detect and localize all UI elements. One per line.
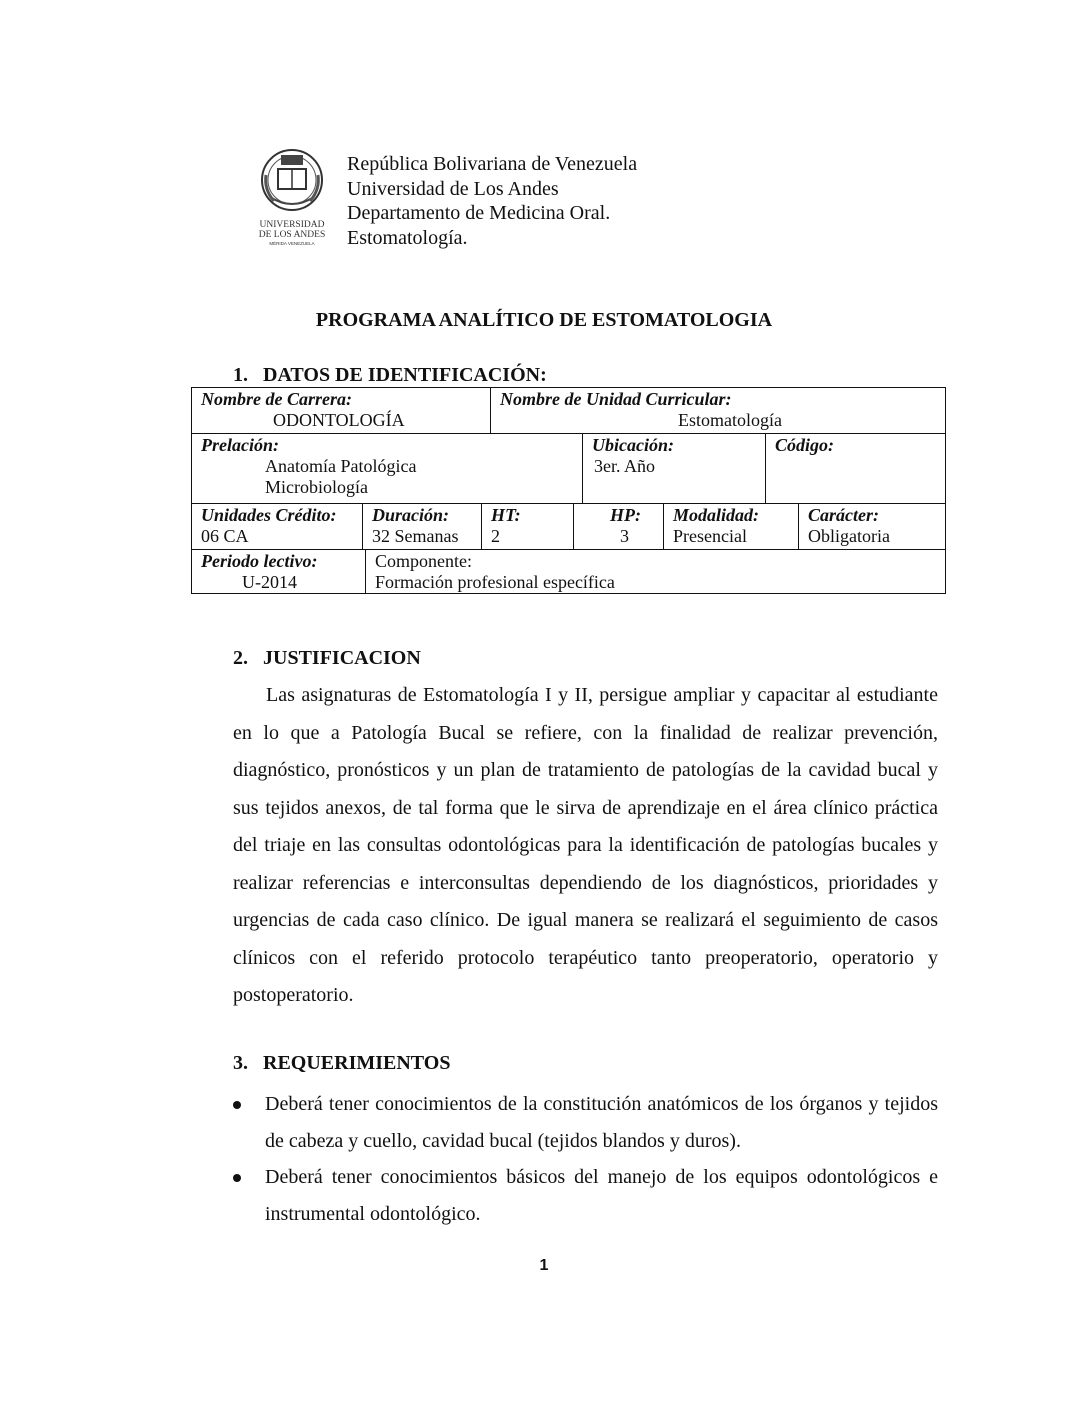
cell-componente bbox=[365, 550, 945, 593]
header-line-country: República Bolivariana de Venezuela bbox=[347, 153, 638, 175]
table-row bbox=[192, 388, 945, 434]
cell-caracter bbox=[798, 504, 945, 549]
section-1-title: DATOS DE IDENTIFICACIÓN: bbox=[263, 364, 547, 386]
componente-value: Formación profesional específica bbox=[375, 572, 615, 592]
requirement-text: Deberá tener conocimientos básicos del manejo de los equipos odontológicos e instrumental odontológico. bbox=[265, 1166, 938, 1225]
section-1-heading bbox=[233, 364, 547, 387]
uc-label: Unidades Crédito: bbox=[201, 505, 337, 525]
header-line-university: Universidad de Los Andes bbox=[347, 177, 559, 200]
cell-ht bbox=[481, 504, 573, 549]
section-3-heading bbox=[233, 1052, 450, 1075]
codigo-label: Código: bbox=[775, 435, 835, 455]
logo-text-line-1: UNIVERSIDAD bbox=[259, 220, 325, 230]
institution-header bbox=[347, 152, 637, 250]
bullet-icon bbox=[233, 1101, 241, 1109]
list-item bbox=[233, 1086, 938, 1159]
section-3-number: 3. bbox=[233, 1052, 248, 1074]
prelacion-value-1: Anatomía Patológica bbox=[265, 456, 417, 476]
modalidad-label: Modalidad: bbox=[673, 505, 760, 525]
unidad-value: Estomatología bbox=[678, 410, 782, 430]
cell-modalidad bbox=[663, 504, 798, 549]
prelacion-value-2: Microbiología bbox=[265, 477, 368, 497]
carrera-label: Nombre de Carrera: bbox=[201, 389, 352, 409]
cell-hp bbox=[573, 504, 663, 549]
cell-ubicacion bbox=[582, 434, 765, 503]
cell-codigo bbox=[765, 434, 945, 503]
cell-unidades-credito bbox=[192, 504, 362, 549]
componente-label: Componente: bbox=[375, 551, 472, 571]
duracion-label: Duración: bbox=[372, 505, 450, 525]
section-3-title: REQUERIMIENTOS bbox=[263, 1052, 451, 1074]
hp-value: 3 bbox=[620, 526, 629, 546]
uc-value: 06 CA bbox=[201, 526, 249, 546]
header-line-department: Departamento de Medicina Oral. bbox=[347, 202, 611, 224]
requirement-text: Deberá tener conocimientos de la constitución anatómicos de los órganos y tejidos de cabeza y cuello, cavidad bucal (tejidos blandos y duros). bbox=[265, 1093, 938, 1152]
cell-periodo-lectivo bbox=[192, 550, 365, 593]
modalidad-value: Presencial bbox=[673, 526, 747, 546]
university-logo bbox=[256, 145, 328, 255]
duracion-value: 32 Semanas bbox=[372, 526, 459, 546]
ht-value: 2 bbox=[491, 526, 500, 546]
section-2-heading bbox=[233, 647, 421, 670]
ubicacion-value: 3er. Año bbox=[594, 456, 655, 476]
ubicacion-label: Ubicación: bbox=[592, 435, 674, 455]
carrera-value: ODONTOLOGÍA bbox=[273, 410, 405, 430]
cell-carrera bbox=[192, 388, 490, 433]
header-line-subject: Estomatología. bbox=[347, 226, 468, 249]
logo-text-line-2: DE LOS ANDES bbox=[258, 230, 326, 240]
justification-paragraph: Las asignaturas de Estomatología I y II, persigue ampliar y capacitar al estudiante en lo que a Patología Bucal se refiere, con la finalidad de realizar prevención, diagnóstico, pronósticos y un plan de tratamiento de patologías de la cavidad bucal y sus tejidos anexos, de tal forma que le sirva de aprendizaje en el área clínico práctica del triaje en las consultas odontológicas para la identificación de patologías bucales y realizar referencias e interconsultas dependiendo de los diagnósticos, prioridades y urgencias de cada caso clínico. De igual manera se realizará el seguimiento de casos clínicos con el referido protocolo terapéutico tanto preoperatorio, operatorio y postoperatorio. bbox=[233, 684, 938, 1006]
section-2-title: JUSTIFICACION bbox=[263, 647, 421, 669]
bullet-icon bbox=[233, 1174, 241, 1182]
page-number: 1 bbox=[539, 1257, 549, 1274]
identification-table bbox=[191, 387, 946, 594]
document-title: PROGRAMA ANALÍTICO DE ESTOMATOLOGIA bbox=[315, 309, 773, 331]
caracter-label: Carácter: bbox=[808, 505, 879, 525]
hp-label: HP: bbox=[610, 505, 641, 525]
table-row bbox=[192, 504, 945, 550]
periodo-label: Periodo lectivo: bbox=[201, 551, 318, 571]
table-row bbox=[192, 434, 945, 504]
table-row bbox=[192, 550, 945, 593]
section-2-number: 2. bbox=[233, 647, 248, 669]
prelacion-label: Prelación: bbox=[201, 435, 279, 455]
periodo-value: U-2014 bbox=[242, 572, 297, 592]
cell-prelacion bbox=[192, 434, 582, 503]
cell-unidad-curricular bbox=[490, 388, 945, 433]
caracter-value: Obligatoria bbox=[808, 526, 890, 546]
section-1-number: 1. bbox=[233, 364, 248, 386]
list-item bbox=[233, 1159, 938, 1232]
ht-label: HT: bbox=[491, 505, 521, 525]
cell-duracion bbox=[362, 504, 481, 549]
logo-text-line-3: MÉRIDA VENEZUELA bbox=[269, 241, 315, 246]
unidad-label: Nombre de Unidad Curricular: bbox=[500, 389, 732, 409]
